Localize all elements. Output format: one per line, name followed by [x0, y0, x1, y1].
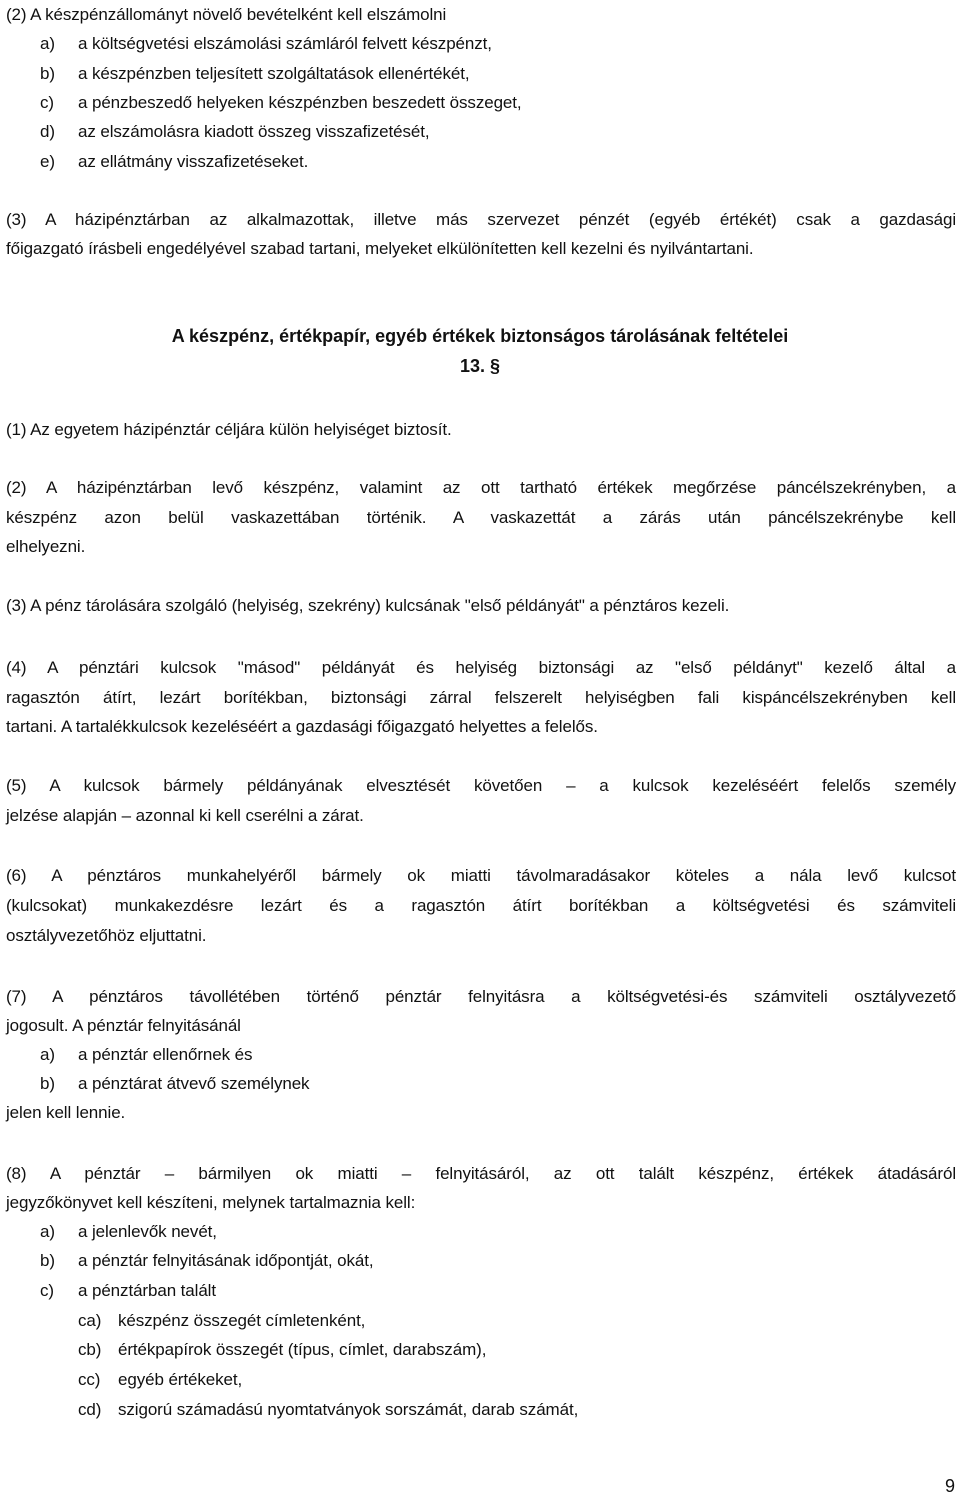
- sub-list-item-label: cd): [78, 1400, 102, 1419]
- list-item-label: d): [40, 122, 55, 141]
- list-item: [40, 1249, 373, 1273]
- sub-list-item: [78, 1338, 486, 1362]
- list-item: [40, 1072, 309, 1096]
- list-item: [40, 1279, 216, 1303]
- sub-list-item: [78, 1309, 365, 1333]
- paragraph-5-line: jelzése alapján – azonnal ki kell cserélni a zárat.: [6, 806, 364, 825]
- list-item-text: az elszámolásra kiadott összeg visszafizetését,: [78, 122, 430, 141]
- sub-list-item-text: szigorú számadású nyomtatványok sorszámát, darab számát,: [118, 1400, 579, 1419]
- paragraph-5-line: (5) A kulcsok bármely példányának elvesztését követően – a kulcsok kezeléséért felelős személy: [6, 776, 956, 795]
- list-item-label: a): [40, 34, 55, 53]
- list-item: [40, 32, 492, 56]
- paragraph-2-line: készpénz azon belül vaskazettában történik. A vaskazettát a zárás után páncélszekrénybe kell: [6, 508, 956, 527]
- list-item-text: a készpénzben teljesített szolgáltatások ellenértékét,: [78, 64, 470, 83]
- sub-list-item-text: készpénz összegét címletenként,: [118, 1311, 366, 1330]
- list-item-label: a): [40, 1222, 55, 1241]
- list-item-text: a pénztár felnyitásának időpontját, okát,: [78, 1251, 374, 1270]
- paragraph-1: (1) Az egyetem házipénztár céljára külön helyiséget biztosít.: [6, 420, 452, 439]
- section-number: 13. §: [459, 356, 501, 376]
- paragraph-7-end: jelen kell lennie.: [6, 1103, 126, 1122]
- paragraph-7-line: (7) A pénztáros távollétében történő pénztár felnyitásra a költségvetési-és számviteli osztályvezető: [6, 987, 956, 1006]
- list-item: [40, 62, 470, 86]
- sub-list-item: [78, 1398, 578, 1422]
- paragraph-6-line: (6) A pénztáros munkahelyéről bármely ok miatti távolmaradásakor köteles a nála levő kulcsot: [6, 866, 956, 885]
- intro-p3-line: főigazgató írásbeli engedélyével szabad tartani, melyeket elkülönítetten kell kezelni és nyilvántartani.: [6, 239, 754, 258]
- paragraph-3: (3) A pénz tárolására szolgáló (helyiség, szekrény) kulcsának "első példányát" a pénztáros kezeli.: [6, 596, 730, 615]
- list-item-text: az ellátmány visszafizetéseket.: [78, 152, 309, 171]
- intro-p2-first-line: (2) A készpénzállományt növelő bevételként kell elszámolni: [6, 5, 447, 24]
- sub-list-item-text: egyéb értékeket,: [118, 1370, 243, 1389]
- paragraph-4-line: ragasztón átírt, lezárt borítékban, biztonsági zárral felszerelt helyiségben fali kispáncélszekrényben kell: [6, 688, 956, 707]
- intro-p3-line: (3) A házipénztárban az alkalmazottak, illetve más szervezet pénzét (egyéb értékét) csak a gazdasági: [6, 210, 956, 229]
- paragraph-6-line: (kulcsokat) munkakezdésre lezárt és a ragasztón átírt borítékban a költségvetési és számviteli: [6, 896, 956, 915]
- list-item-label: b): [40, 64, 55, 83]
- paragraph-7-line: jogosult. A pénztár felnyitásánál: [6, 1016, 241, 1035]
- list-item-text: a pénztárat átvevő személynek: [78, 1074, 310, 1093]
- list-item-label: e): [40, 152, 55, 171]
- list-item-text: a pénzbeszedő helyeken készpénzben beszedett összeget,: [78, 93, 522, 112]
- paragraph-2-line: (2) A házipénztárban levő készpénz, valamint az ott tartható értékek megőrzése páncélszekrényben, a: [6, 478, 956, 497]
- paragraph-2-line: elhelyezni.: [6, 537, 86, 556]
- paragraph-6-line: osztályvezetőhöz eljuttatni.: [6, 926, 207, 945]
- list-item-text: a jelenlevők nevét,: [78, 1222, 217, 1241]
- sub-list-item-text: értékpapírok összegét (típus, címlet, darabszám),: [118, 1340, 487, 1359]
- paragraph-4-line: (4) A pénztári kulcsok "másod" példányát és helyiség biztonsági az "első példányt" kezelő által a: [6, 658, 956, 677]
- sub-list-item-label: ca): [78, 1311, 102, 1330]
- list-item-label: b): [40, 1074, 55, 1093]
- list-item-label: c): [40, 93, 54, 112]
- list-item-text: a költségvetési elszámolási számláról felvett készpénzt,: [78, 34, 492, 53]
- sub-list-item-label: cc): [78, 1370, 101, 1389]
- list-item-label: c): [40, 1281, 54, 1300]
- list-item: [40, 1043, 252, 1067]
- list-item: [40, 91, 522, 115]
- list-item-label: b): [40, 1251, 55, 1270]
- list-item: [40, 1220, 217, 1244]
- list-item-text: a pénztár ellenőrnek és: [78, 1045, 253, 1064]
- section-title: A készpénz, értékpapír, egyéb értékek biztonságos tárolásának feltételei: [171, 326, 789, 346]
- paragraph-8-line: (8) A pénztár – bármilyen ok miatti – felnyitásáról, az ott talált készpénz, értékek átadásáról: [6, 1164, 956, 1183]
- list-item: [40, 120, 430, 144]
- page-number: 9: [944, 1476, 955, 1496]
- sub-list-item: [78, 1368, 242, 1392]
- sub-list-item-label: cb): [78, 1340, 102, 1359]
- list-item-label: a): [40, 1045, 55, 1064]
- list-item-text: a pénztárban talált: [78, 1281, 216, 1300]
- list-item: [40, 150, 308, 174]
- paragraph-8-line: jegyzőkönyvet kell készíteni, melynek tartalmaznia kell:: [6, 1193, 416, 1212]
- paragraph-4-line: tartani. A tartalékkulcsok kezeléséért a gazdasági főigazgató helyettes a felelős.: [6, 717, 598, 736]
